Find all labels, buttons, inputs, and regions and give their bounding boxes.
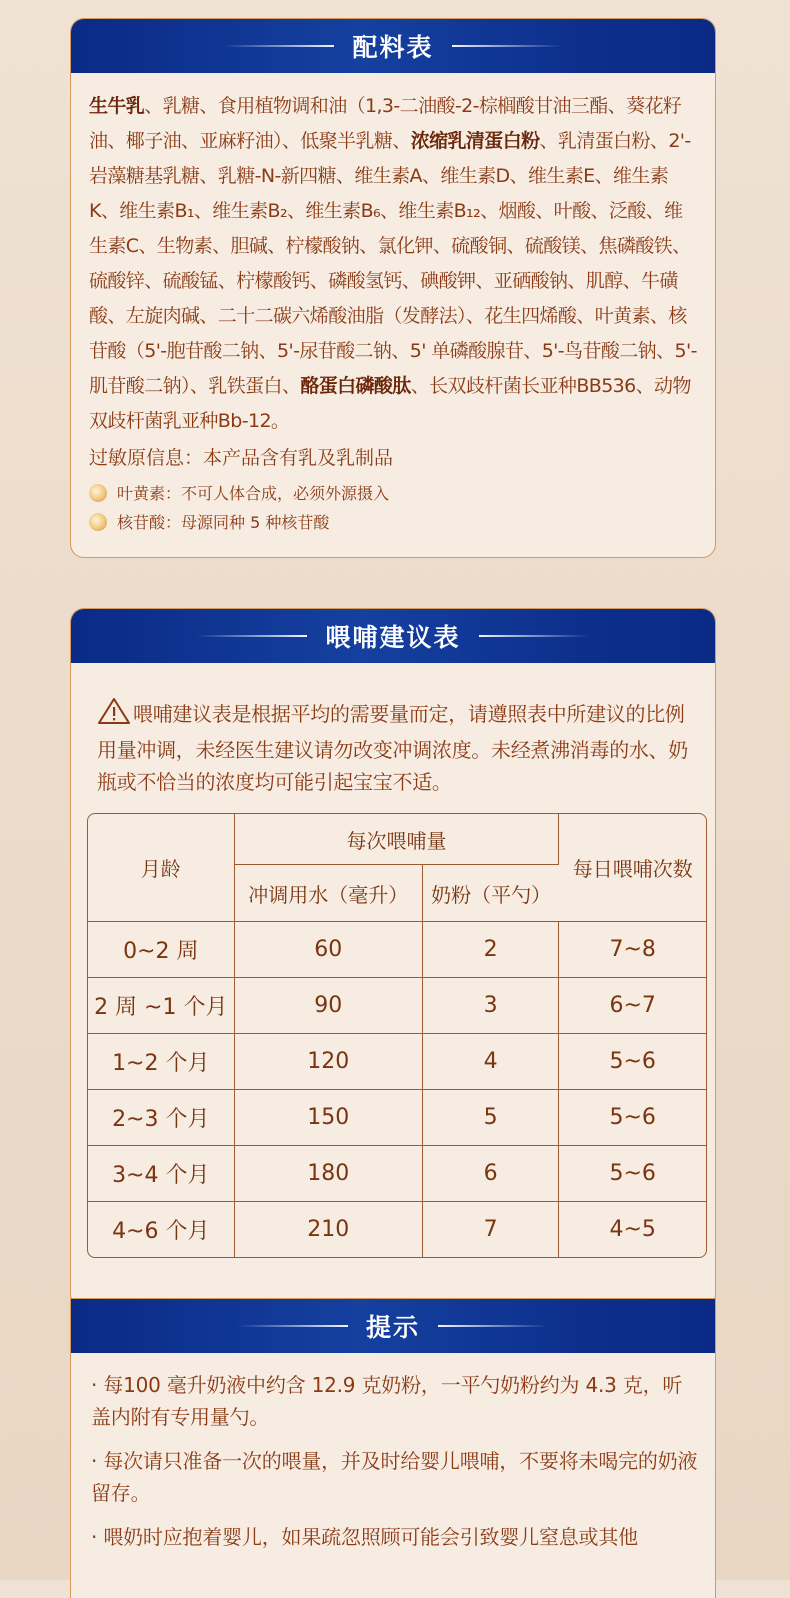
cell-age: 2 周 ~1 个月	[88, 978, 235, 1034]
header-line-right	[452, 45, 562, 47]
cell-powder: 3	[423, 978, 560, 1034]
cell-times: 7~8	[559, 922, 706, 978]
cell-water: 210	[235, 1202, 423, 1257]
feeding-warning	[97, 697, 701, 798]
ingredient-text: 、乳清蛋白粉、2'-岩藻糖基乳糖、乳糖-N-新四糖、维生素A、维生素D、维生素E、维生素K、维生素B₁、维生素B₂、维生素B₆、维生素B₁₂、烟酸、叶酸、泛酸、维生素C、生物素、胆碱、柠檬酸钠、氯化钾、硫酸铜、硫酸镁、焦磷酸铁、硫酸锌、硫酸锰、柠檬酸钙、磷酸氢钙、碘酸钾、亚硒酸钠、肌醇、牛磺酸、左旋肉碱、二十二碳六烯酸油脂（发酵法）、花生四烯酸、叶黄素、核苷酸（5'-胞苷酸二钠、5'-尿苷酸二钠、5' 单磷酸腺苷、5'-鸟苷酸二钠、5'-肌苷酸二钠）、乳铁蛋白、	[89, 130, 697, 397]
cell-times: 5~6	[559, 1146, 706, 1202]
tips-list	[91, 1369, 701, 1553]
note-text: 叶黄素：不可人体合成，必须外源摄入	[117, 484, 390, 503]
ingredient-highlight: 酪蛋白磷酸肽	[300, 375, 411, 397]
cell-powder: 4	[423, 1034, 560, 1090]
ingredient-highlight: 生牛乳	[89, 95, 145, 117]
header-age: 月龄	[88, 814, 235, 922]
cell-age: 1~2 个月	[88, 1034, 235, 1090]
table-row	[88, 978, 706, 1034]
ingredients-card	[70, 18, 716, 558]
note-lutein	[89, 481, 697, 504]
cell-age: 3~4 个月	[88, 1146, 235, 1202]
tips-card	[70, 1298, 716, 1598]
feeding-card	[70, 608, 716, 1308]
cell-water: 150	[235, 1090, 423, 1146]
cell-powder: 7	[423, 1202, 560, 1257]
cell-powder: 5	[423, 1090, 560, 1146]
warning-icon	[97, 697, 131, 734]
header-line-left	[238, 1325, 348, 1327]
feeding-header	[71, 609, 715, 663]
table-row	[88, 922, 706, 978]
ingredient-highlight: 浓缩乳清蛋白粉	[410, 130, 540, 152]
ingredient-text: 、长双歧杆菌长亚种BB536、动物双歧杆菌乳亚种Bb-12。	[89, 375, 691, 432]
tips-header	[71, 1299, 715, 1353]
tips-title: 提示	[365, 1313, 420, 1342]
cell-water: 120	[235, 1034, 423, 1090]
header-water: 冲调用水（毫升）	[235, 865, 423, 922]
tip-item: · 喂奶时应抱着婴儿，如果疏忽照顾可能会引致婴儿窒息或其他	[91, 1525, 638, 1549]
table-row	[88, 1034, 706, 1090]
header-times: 每日喂哺次数	[559, 814, 706, 922]
cell-powder: 2	[423, 922, 560, 978]
nutrient-icon	[89, 484, 107, 502]
cell-age: 4~6 个月	[88, 1202, 235, 1257]
cell-water: 60	[235, 922, 423, 978]
header-line-left	[224, 45, 334, 47]
allergen-info: 过敏原信息：本产品含有乳及乳制品	[89, 447, 394, 469]
feeding-table	[87, 813, 707, 1258]
header-line-right	[479, 635, 589, 637]
cell-water: 90	[235, 978, 423, 1034]
table-row	[88, 1146, 706, 1202]
ingredient-text: 、乳糖、食用植物调和油（1,3-二油酸-2-棕榈酸甘油三酯、葵花籽油、椰子油、亚麻籽油）、低聚半乳糖、	[89, 95, 682, 152]
warning-text: 喂哺建议表是根据平均的需要量而定，请遵照表中所建议的比例用量冲调，未经医生建议请勿改变冲调浓度。未经煮沸消毒的水、奶瓶或不恰当的浓度均可能引起宝宝不适。	[97, 702, 688, 794]
note-nucleotide	[89, 510, 697, 533]
header-per-feed: 每次喂哺量	[235, 814, 560, 865]
cell-age: 0~2 周	[88, 922, 235, 978]
ingredients-list	[89, 89, 697, 439]
header-line-right	[438, 1325, 548, 1327]
ingredients-title: 配料表	[352, 33, 434, 62]
cell-times: 6~7	[559, 978, 706, 1034]
tip-item: · 每100 毫升奶液中约含 12.9 克奶粉，一平勺奶粉约为 4.3 克，听盖内附有专用量勺。	[91, 1373, 683, 1429]
cell-times: 5~6	[559, 1034, 706, 1090]
cell-times: 5~6	[559, 1090, 706, 1146]
tip-item: · 每次请只准备一次的喂量，并及时给婴儿喂哺，不要将未喝完的奶液留存。	[91, 1449, 698, 1505]
cell-age: 2~3 个月	[88, 1090, 235, 1146]
cell-powder: 6	[423, 1146, 560, 1202]
cell-water: 180	[235, 1146, 423, 1202]
header-line-left	[197, 635, 307, 637]
feeding-title: 喂哺建议表	[325, 623, 461, 652]
nutrient-icon	[89, 513, 107, 531]
note-text: 核苷酸：母源同种 5 种核苷酸	[117, 513, 330, 532]
ingredients-header	[71, 19, 715, 73]
table-row	[88, 1090, 706, 1146]
cell-times: 4~5	[609, 1217, 656, 1242]
header-powder: 奶粉（平勺）	[423, 865, 560, 922]
table-row	[88, 1202, 706, 1257]
